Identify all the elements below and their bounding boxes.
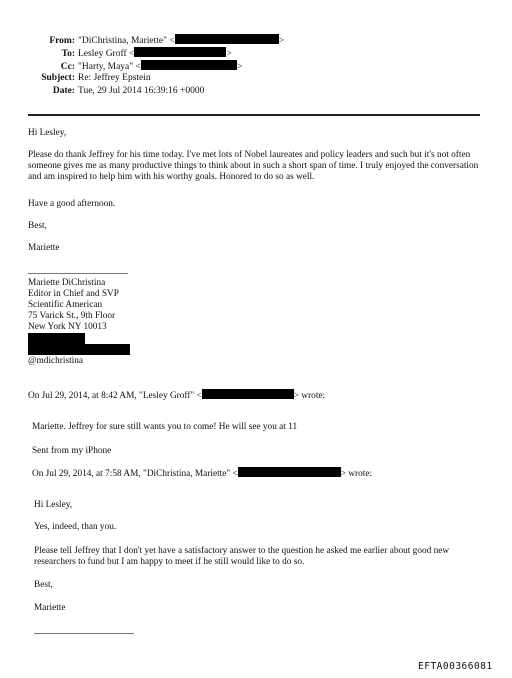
from-label: From: — [49, 36, 75, 46]
from-value: "DiChristina, Mariette" < — [78, 36, 175, 46]
quote2-attribution-prefix: On Jul 29, 2014, at 7:58 AM, "DiChristina, Mariette" < — [32, 469, 238, 479]
quote2-paragraph: Please tell Jeffrey that I don't yet have a satisfactory answer to the question he asked me earlier about good new researchers to fund but I am happy to meet if he still would like to do so. — [34, 546, 450, 568]
to-label: To: — [61, 49, 75, 59]
signature-street: 75 Varick St., 9th Floor — [28, 311, 116, 321]
date-value: Tue, 29 Jul 2014 16:39:16 +0000 — [78, 86, 205, 96]
quote1-message: Mariette. Jeffrey for sure still wants you to come! He will see you at 11 — [32, 422, 298, 432]
to-row — [0, 47, 232, 59]
quote1-attribution — [28, 389, 325, 402]
redaction-bar — [202, 389, 294, 399]
subject-value: Re: Jeffrey Epstein — [78, 73, 151, 83]
quote2-sign-off: Best, — [34, 580, 53, 590]
from-row — [0, 34, 284, 46]
signature-title: Editor in Chief and SVP — [28, 289, 119, 299]
quote2-attribution — [32, 467, 372, 480]
quote2-name: Mariette — [34, 603, 66, 613]
quote1-attribution-prefix: On Jul 29, 2014, at 8:42 AM, "Lesley Groff" < — [28, 391, 202, 401]
greeting: Hi Lesley, — [28, 128, 67, 138]
signature-city: New York NY 10013 — [28, 322, 107, 332]
sender-name: Mariette — [28, 243, 60, 253]
signature-handle: @mdichristina — [28, 356, 84, 366]
cc-value: "Harty, Maya" < — [78, 62, 141, 72]
body-paragraph: Please do thank Jeffrey for his time today. I've met lots of Nobel laureates and policy leaders and such but it's not often someone gives me as many productive things to think about in such a short span of time. I truly enjoyed the conversation and am inspired to help him with his worthy goals. Honored to do so as well. — [28, 150, 479, 183]
signature-name: Mariette DiChristina — [28, 278, 106, 288]
from-close: > — [278, 36, 285, 46]
to-close: > — [226, 49, 232, 59]
signature-org: Scientific American — [28, 300, 103, 310]
redaction-bar — [175, 34, 279, 44]
bates-number: EFTA00366081 — [418, 661, 493, 672]
redaction-bar — [141, 60, 237, 70]
cc-close: > — [236, 62, 243, 72]
cc-row — [0, 60, 242, 72]
quote1-attribution-suffix: > wrote: — [293, 391, 326, 401]
date-label: Date: — [52, 86, 75, 96]
redaction-bar — [28, 333, 85, 344]
quote2-signature-divider — [34, 633, 134, 634]
date-row — [0, 86, 204, 96]
signature-divider — [28, 273, 128, 274]
afternoon-line: Have a good afternoon. — [28, 199, 116, 209]
quote1-sent-from: Sent from my iPhone — [32, 446, 112, 456]
redaction-bar — [238, 467, 341, 477]
to-value: Lesley Groff < — [78, 49, 135, 59]
quote2-greeting: Hi Lesley, — [34, 500, 73, 510]
quote2-attribution-suffix: > wrote: — [340, 469, 373, 479]
subject-label: Subject: — [41, 73, 75, 83]
header-divider — [28, 114, 480, 116]
cc-label: Cc: — [60, 62, 75, 72]
redaction-bar — [134, 47, 226, 57]
quote2-line1: Yes, indeed, than you. — [34, 522, 117, 532]
redaction-bar — [28, 344, 130, 355]
subject-row — [0, 73, 151, 83]
sign-off: Best, — [28, 221, 47, 231]
